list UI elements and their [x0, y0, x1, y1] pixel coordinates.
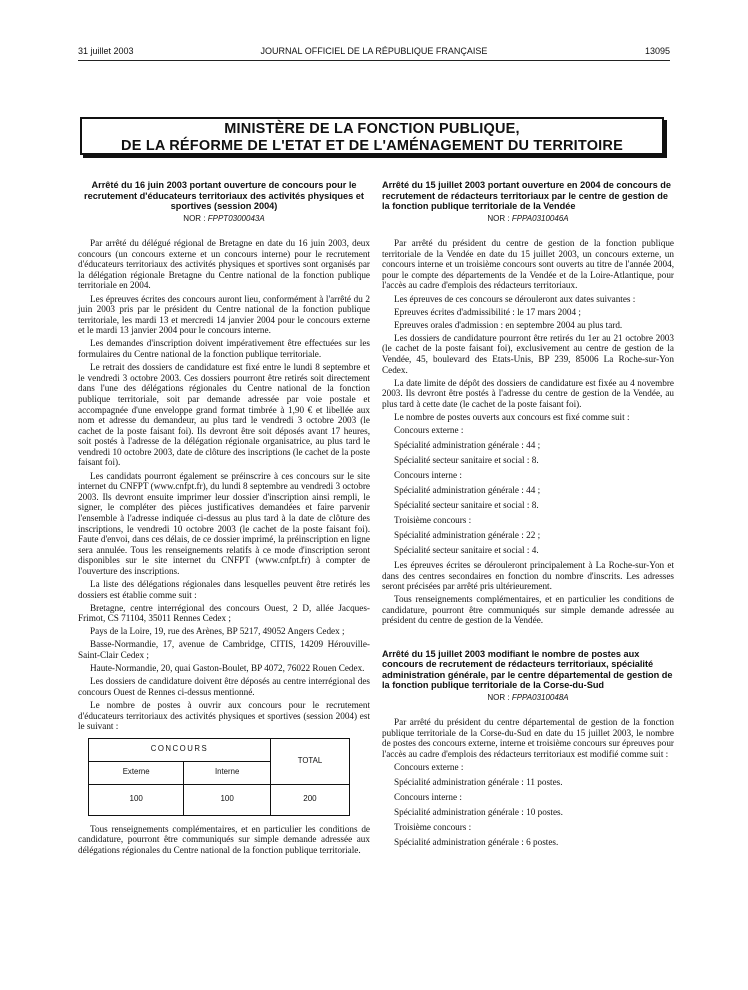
paragraph: Le nombre de postes ouverts aux concours est fixé comme suit : [394, 412, 630, 422]
paragraph: Par arrêté du délégué régional de Bretagne en date du 16 juin 2003, deux concours (un concours externe et un concours interne) pour le recrutement d'éducateurs territoriaux des activités physiques et sportives sont organisés par la délégation régionale Bretagne du Centre national de la fonction publique territoriale en 2004. [78, 238, 370, 291]
ministry-heading-line1: MINISTÈRE DE LA FONCTION PUBLIQUE, [224, 121, 520, 137]
list-item: Spécialité administration générale : 44 ; [394, 440, 541, 451]
paragraph: Pays de la Loire, 19, rue des Arènes, BP 5217, 49052 Angers Cedex ; [90, 626, 345, 637]
table-header-total: TOTAL [270, 738, 349, 784]
right-column [382, 180, 674, 852]
list-item: Spécialité administration générale : 10 postes. [394, 806, 563, 817]
table-cell-total: 200 [270, 784, 349, 815]
list-item: Spécialité administration générale : 44 ; [394, 485, 541, 496]
paragraph: La liste des délégations régionales dans lesquelles peuvent être retirés les dossiers est établie comme suit : [78, 579, 370, 600]
table-cell-externe: 100 [89, 784, 184, 815]
paragraph: Le nombre de postes à ouvrir aux concours pour le recrutement d'éducateurs territoriaux des activités physiques et sportives (session 2004) est le suivant : [78, 699, 370, 732]
ministry-heading-line2: DE LA RÉFORME DE L'ETAT ET DE L'AMÉNAGEMENT DU TERRITOIRE [121, 138, 623, 154]
nor-label: NOR : [487, 213, 512, 223]
table-row [89, 784, 350, 815]
table-cell-interne: 100 [184, 784, 271, 815]
nor-reference [78, 214, 370, 225]
paragraph: Epreuves orales d'admission : en septembre 2004 au plus tard. [394, 319, 623, 330]
nor-reference [382, 214, 674, 225]
paragraph: Les dossiers de candidature doivent être déposés au centre interrégional des concours Ouest de Rennes ci-dessus mentionné. [78, 676, 370, 697]
paragraph: Les épreuves écrites se dérouleront principalement à La Roche-sur-Yon et dans des centres secondaires en fonction du nombre d'inscrits. Les adresses seront précisées par arrêté pris ultérieurement. [382, 559, 674, 592]
list-item: Spécialité secteur sanitaire et social : 4. [394, 544, 539, 555]
nor-code: FPPT0300043A [207, 213, 265, 223]
ministry-heading-box [80, 117, 664, 155]
nor-label: NOR : [487, 692, 512, 702]
journal-title: JOURNAL OFFICIEL DE LA RÉPUBLIQUE FRANÇAISE [260, 46, 488, 56]
list-item: Spécialité administration générale : 11 postes. [394, 776, 563, 787]
paragraph: Epreuves écrites d'admissibilité : le 17 mars 2004 ; [394, 306, 581, 317]
paragraph: Tous renseignements complémentaires, et en particulier les conditions de candidature, pourront être communiqués sur simple demande adressée au président du centre de gestion de la Vendée. [382, 594, 674, 626]
paragraph: La date limite de dépôt des dossiers de candidature est fixée au 4 novembre 2003. Ils devront être postés à l'adresse du centre de gestion de la Vendée, au plus tard à cette date (le cachet de la poste faisant foi). [382, 377, 674, 409]
paragraph: Basse-Normandie, 17, avenue de Cambridge, CITIS, 14209 Hérouville-Saint-Clair Cedex ; [78, 639, 370, 661]
paragraph: Bretagne, centre interrégional des concours Ouest, 2 D, allée Jacques-Frimot, CS 71104, 35011 Rennes Cedex ; [78, 602, 370, 624]
list-item: Concours interne : [394, 791, 462, 802]
paragraph: Par arrêté du président du centre de gestion de la fonction publique territoriale de la Vendée en date du 15 juillet 2003, un concours externe, un concours interne et un troisième concours sont ouverts au titre de l'année 2004, pour le compte des départements de la Vendée et de la Loire-Atlantique, pour l'accès au cadre d'emplois des rédacteurs territoriaux. [382, 238, 674, 291]
paragraph: Par arrêté du président du centre départemental de gestion de la fonction publique territoriale de la Corse-du-Sud en date du 15 juillet 2003, le nombre de postes des concours externe, interne et troisième concours sur épreuves pour l'accès au cadre d'emplois des rédacteurs territoriaux est modifié comme suit : [382, 717, 674, 759]
left-column [78, 180, 370, 858]
article-separator [382, 629, 674, 649]
paragraph: Tous renseignements complémentaires, et en particulier les conditions de candidature, pourront être communiqués sur simple demande adressée aux délégations régionales du Centre national de la fonction publique territoriale. [78, 823, 370, 855]
list-item: Spécialité secteur sanitaire et social : 8. [394, 500, 539, 511]
list-item: Spécialité administration générale : 6 postes. [394, 836, 559, 847]
list-item: Concours interne : [394, 470, 462, 481]
nor-label: NOR : [183, 213, 208, 223]
article-title: Arrêté du 15 juillet 2003 modifiant le nombre de postes aux concours de recrutement de rédacteurs territoriaux, spécialité administration générale, par le centre départemental de gestion de la fonction publique territoriale de la Corse-du-Sud [382, 648, 673, 691]
paragraph: Haute-Normandie, 20, quai Gaston-Boulet, BP 4072, 76022 Rouen Cedex. [90, 663, 365, 674]
nor-code: FPPA0310046A [511, 213, 569, 223]
paragraph: Les épreuves écrites des concours auront lieu, conformément à l'arrêté du 2 juin 2003 pris par le président du Centre national de la fonction publique territoriale, les mardi 13 et mercredi 14 janvier 2004 pour le concours externe et le mardi 13 janvier 2004 pour le concours interne. [78, 293, 370, 336]
table-header-interne: Interne [184, 761, 271, 784]
nor-reference [382, 693, 674, 704]
paragraph: Les candidats pourront également se préinscrire à ces concours sur le site internet du CNFPT (www.cnfpt.fr), du lundi 8 septembre au vendredi 3 octobre 2003. Ils devront ensuite imprimer leur dossier d'inscription ainsi rempli, le signer, le compléter des pièces justificatives demandées et faire parvenir l'ensemble à l'adresse indiquée ci-dessus au plus tard à la date de clôture des inscriptions, le vendredi 10 octobre 2003 (le cachet de la poste faisant foi). Faute d'envoi, dans ces délais, de ce dossier imprimé, la préinscription en ligne sera annulée. Tous les renseignements relatifs à ce mode d'inscription seront disponibles sur le site internet du CNFPT (www.cnfpt.fr) à compter de l'ouverture des inscriptions. [78, 470, 370, 576]
list-item: Concours externe : [394, 761, 464, 772]
article-title: Arrêté du 15 juillet 2003 portant ouverture en 2004 de concours de recrutement de rédacteurs territoriaux par le centre de gestion de la fonction publique territoriale de la Vendée [382, 180, 671, 211]
list-item: Concours externe : [394, 425, 464, 436]
list-item: Troisième concours : [394, 515, 472, 525]
header-rule [78, 60, 670, 61]
page-number: 13095 [644, 46, 670, 56]
list-item: Troisième concours : [394, 821, 472, 832]
list-item: Spécialité secteur sanitaire et social : 8. [394, 455, 539, 466]
article-title: Arrêté du 16 juin 2003 portant ouverture de concours pour le recrutement d'éducateurs territoriaux des activités physiques et sportives (session 2004) [84, 180, 364, 211]
paragraph: Le retrait des dossiers de candidature est fixé entre le lundi 8 septembre et le vendredi 3 octobre 2003. Ces dossiers pourront être retirés soit directement dans l'une des délégations régionales du Centre national de la fonction publique territoriale, soit par demande adressée par voie postale et accompagnée d'une enveloppe grand format timbrée à 1,90 € et libellée aux nom et adresse du demandeur, au plus tard le vendredi 3 octobre 2003 (le cachet de la poste faisant foi). Ils devront être soit déposés avant 17 heures, soit postés à l'adresse de la délégation régionale organisatrice, au plus tard le vendredi 10 octobre 2003, date de clôture des inscriptions (le cachet de la poste faisant foi). [78, 362, 370, 468]
table-header-externe: Externe [89, 761, 184, 784]
table-group-header: CONCOURS [89, 738, 271, 761]
paragraph: Les dossiers de candidature pourront être retirés du 1er au 21 octobre 2003 (le cachet de la poste faisant foi), exclusivement au centre de gestion de la Vendée, 45, boulevard des Etats-Unis, BP 239, 85006 La Roche-sur-Yon Cedex. [382, 332, 674, 375]
issue-date: 31 juillet 2003 [78, 46, 134, 56]
paragraph: Les épreuves de ces concours se dérouleront aux dates suivantes : [394, 293, 636, 304]
nor-code: FPPA0310048A [511, 692, 569, 702]
paragraph: Les demandes d'inscription doivent impérativement être effectuées sur les formulaires du Centre national de la fonction publique territoriale. [78, 338, 370, 360]
list-item: Spécialité administration générale : 22 ; [394, 529, 541, 540]
posts-table [88, 738, 350, 816]
